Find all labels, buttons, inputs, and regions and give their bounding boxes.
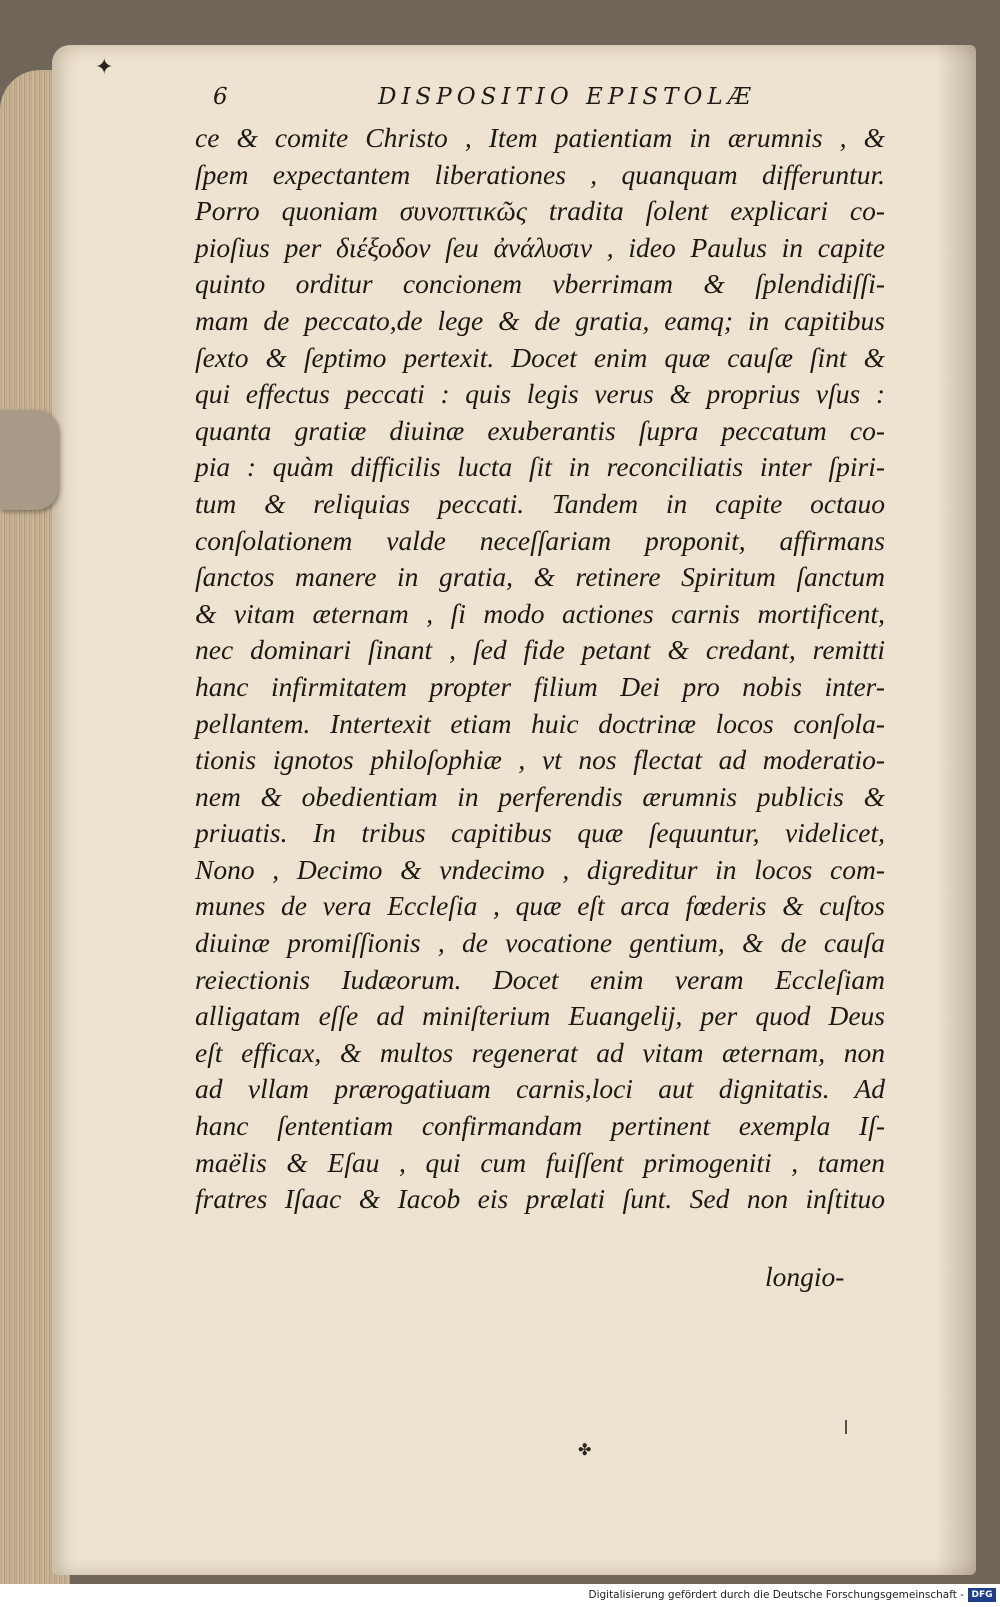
text-line: tum & reliquias peccati. Tandem in capite octauo	[195, 487, 885, 519]
dfg-logo: DFG	[968, 1588, 996, 1602]
text-line: ſanctos manere in gratia, & retinere Spiritum ſanctum	[195, 561, 885, 593]
text-line: pellantem. Intertexit etiam huic doctrinæ locos conſola-	[195, 707, 885, 739]
text-line: nec dominari ſinant , ſed fide petant & credant, remitti	[195, 634, 885, 666]
text-line: pia : quàm difficilis lucta ſit in reconciliatis inter ſpiri-	[195, 451, 885, 483]
page-number: 6	[213, 84, 233, 110]
text-line: Nono , Decimo & vndecimo , digreditur in locos com-	[195, 853, 885, 885]
text-line: reiectionis Iudæorum. Docet enim veram Eccleſiam	[195, 963, 885, 995]
text-line: ad vllam prærogatiuam carnis,loci aut dignitatis. Ad	[195, 1073, 885, 1105]
running-head: DISPOSITIO EPISTOLÆ	[378, 84, 756, 110]
text-line: priuatis. In tribus capitibus quæ ſequuntur, videlicet,	[195, 817, 885, 849]
text-line: eſt efficax, & multos regenerat ad vitam æternam, non	[195, 1036, 885, 1068]
text-line: maëlis & Eſau , qui cum fuiſſent primogeniti , tamen	[195, 1146, 885, 1178]
digitization-footer	[0, 1584, 1000, 1607]
text-line: nem & obedientiam in perferendis ærumnis publicis &	[195, 780, 885, 812]
text-line: munes de vera Eccleſia , quæ eſt arca fœderis & cuſtos	[195, 890, 885, 922]
text-line: mam de peccato,de lege & de gratia, eamq; in capitibus	[195, 304, 885, 336]
ink-mark	[845, 1420, 847, 1434]
text-line: quanta gratiæ diuinæ exuberantis ſupra peccatum co-	[195, 414, 885, 446]
text-line: fratres Iſaac & Iacob eis prælati ſunt. Sed non inſtituo	[195, 1183, 885, 1215]
text-line: diuinæ promiſſionis , de vocatione gentium, & de cauſa	[195, 927, 885, 959]
text-line: Porro quoniam συνοπτικῶς tradita ſolent explicari co-	[195, 195, 885, 227]
text-line: quinto orditur concionem vberrimam & ſplendidiſſi-	[195, 268, 885, 300]
text-line: conſolationem valde neceſſariam proponit, affirmans	[195, 524, 885, 556]
text-line: ce & comite Christo , Item patientiam in ærumnis , &	[195, 122, 885, 153]
text-line: hanc infirmitatem propter filium Dei pro nobis inter-	[195, 670, 885, 702]
text-line: ſexto & ſeptimo pertexit. Docet enim quæ cauſæ ſint &	[195, 341, 885, 373]
body-text	[195, 120, 885, 1218]
catchword: longio-	[765, 1261, 845, 1292]
text-line: ſpem expectantem liberationes , quanquam differuntur.	[195, 158, 885, 190]
printer-ornament-bottom: ✤	[578, 1440, 592, 1459]
text-line: tionis ignotos philoſophiæ , vt nos flectat ad moderatio-	[195, 744, 885, 776]
text-line: & vitam æternam , ſi modo actiones carnis mortificent,	[195, 597, 885, 629]
text-line: pioſius per διέξοδον ſeu ἀνάλυσιν , ideo Paulus in capite	[195, 231, 885, 263]
text-line: qui effectus peccati : quis legis verus & proprius vſus :	[195, 378, 885, 410]
bookmark-ribbon	[0, 410, 58, 510]
funding-credit: Digitalisierung gefördert durch die Deutsche Forschungsgemeinschaft -	[588, 1589, 964, 1601]
text-line: hanc ſententiam confirmandam pertinent exempla Iſ-	[195, 1110, 885, 1142]
text-line: alligatam eſſe ad miniſterium Euangelij, per quod Deus	[195, 1000, 885, 1032]
printer-ornament-top: ✦	[95, 55, 114, 80]
spine-shadow	[936, 45, 976, 1575]
